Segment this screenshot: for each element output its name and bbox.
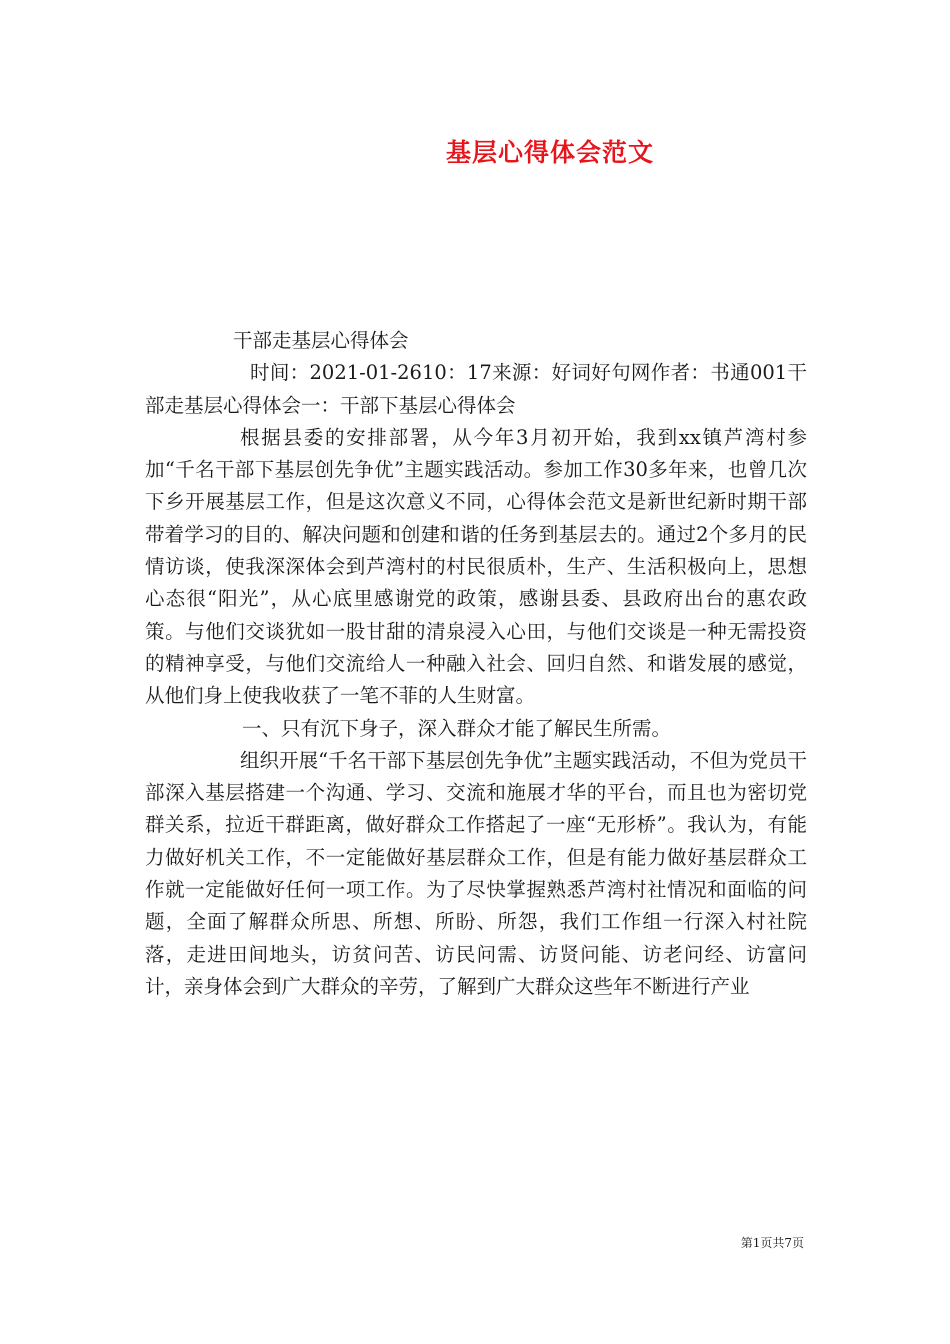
document-title: 基层心得体会范文 — [445, 138, 654, 167]
article-meta: 时间：2021-01-2610：17来源：好词好句网作者：书通001干部走基层心得体会一：干部下基层心得体会 — [145, 361, 807, 417]
document-body — [145, 325, 807, 1003]
paragraph: 组织开展“千名干部下基层创先争优”主题实践活动，不但为党员干部深入基层搭建一个沟通、学习、交流和施展才华的平台，而且也为密切党群关系，拉近干群距离，做好群众工作搭起了一座“无形桥”。我认为，有能力做好机关工作，不一定能做好基层群众工作，但是有能力做好基层群众工作就一定能做好任何一项工作。为了尽快掌握熟悉芦湾村社情况和面临的问题，全面了解群众所思、所想、所盼、所怨，我们工作组一行深入村社院落，走进田间地头，访贫问苦、访民问需、访贤问能、访老问经、访富问计，亲身体会到广大群众的辛劳，了解到广大群众这些年不断进行产业 — [145, 748, 807, 998]
paragraph: 根据县委的安排部署，从今年3月初开始，我到xx镇芦湾村参加“千名干部下基层创先争优”主题实践活动。参加工作30多年来，也曾几次下乡开展基层工作，但是这次意义不同，心得体会范文是新世纪新时期干部带着学习的目的、解决问题和创建和谐的任务到基层去的。通过2个多月的民情访谈，使我深深体会到芦湾村的村民很质朴，生产、生活积极向上，思想心态很“阳光”，从心底里感谢党的政策，感谢县委、县政府出台的惠农政策。与他们交谈犹如一股甘甜的清泉浸入心田，与他们交谈是一种无需投资的精神享受，与他们交流给人一种融入社会、回归自然、和谐发展的感觉，从他们身上使我收获了一笔不菲的人生财富。 — [145, 425, 807, 708]
page-number: 第1页共7页 — [740, 1236, 804, 1250]
document-subtitle: 干部走基层心得体会 — [233, 329, 409, 352]
section-heading: 一、只有沉下身子，深入群众才能了解民生所需。 — [242, 716, 672, 740]
